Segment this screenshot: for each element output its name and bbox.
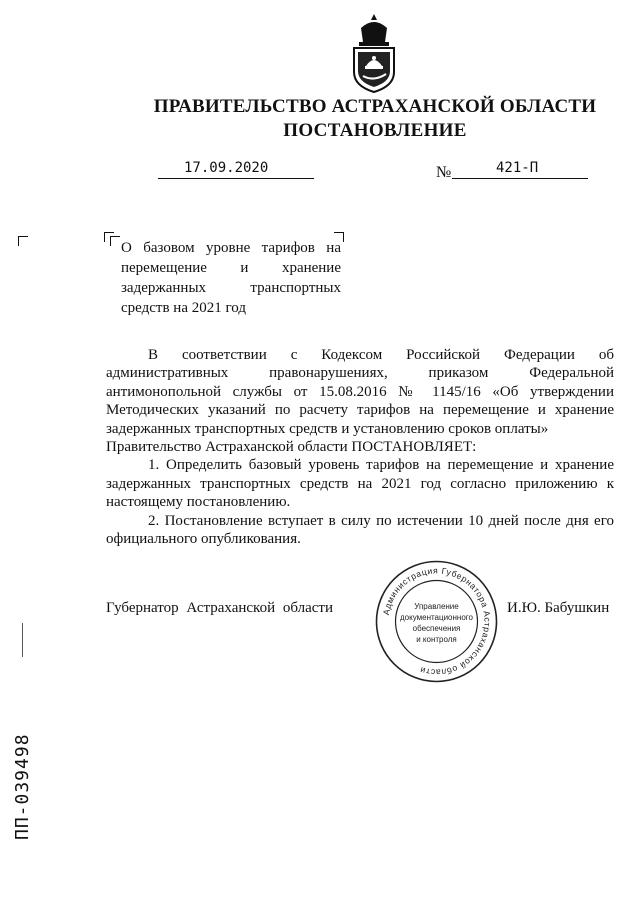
stamp-center-line-4: и контроля — [416, 635, 457, 644]
organization-title: ПРАВИТЕЛЬСТВО АСТРАХАНСКОЙ ОБЛАСТИ — [153, 96, 597, 117]
official-stamp — [374, 559, 499, 684]
number-sign: № — [436, 164, 452, 181]
margin-tick — [22, 623, 23, 657]
margin-corner-mark — [18, 236, 28, 246]
preamble-paragraph: В соответствии с Кодексом Российской Федерации об административных правонарушениях, приказом Федеральной антимонопольной службы от 15.08.2016 № 1145/16 «Об утверждении Методических указаний по расчету тарифов на перемещение и хранение задержанных транспортных средств и установлению сроков оплаты» — [106, 347, 614, 437]
registration-code: ПП-039498 — [12, 733, 33, 840]
document-type: ПОСТАНОВЛЕНИЕ — [283, 120, 467, 141]
signatory-name: И.Ю. Бабушкин — [507, 600, 610, 616]
document-date: 17.09.2020 — [184, 160, 269, 176]
subject-bracket-left-inner — [110, 236, 120, 246]
document-number: 421-П — [496, 160, 539, 176]
document-body — [106, 346, 614, 548]
document-subject: О базовом уровне тарифов на перемещение и хранение задержанных транспортных средств на 2021 год — [121, 240, 341, 316]
date-underline — [158, 178, 314, 179]
coat-of-arms-emblem — [349, 14, 399, 94]
stamp-center-line-3: обеспечения — [412, 624, 461, 633]
number-underline — [452, 178, 588, 179]
stamp-center-line-1: Управление — [414, 602, 459, 611]
stamp-ring-text: Администрация Губернатора Астраханской области — [380, 565, 493, 678]
decree-line: Правительство Астраханской области ПОСТАНОВЛЯЕТ: — [106, 439, 477, 456]
item-2-paragraph: 2. Постановление вступает в силу по истечении 10 дней после дня его официального опубликования. — [106, 512, 614, 548]
stamp-center-line-2: документационного — [400, 613, 473, 622]
signatory-title: Губернатор Астраханской области — [106, 600, 334, 616]
item-1-paragraph: 1. Определить базовый уровень тарифов на перемещение и хранение задержанных транспортных средств на 2021 год согласно приложению к настоящему постановлению. — [106, 457, 614, 511]
